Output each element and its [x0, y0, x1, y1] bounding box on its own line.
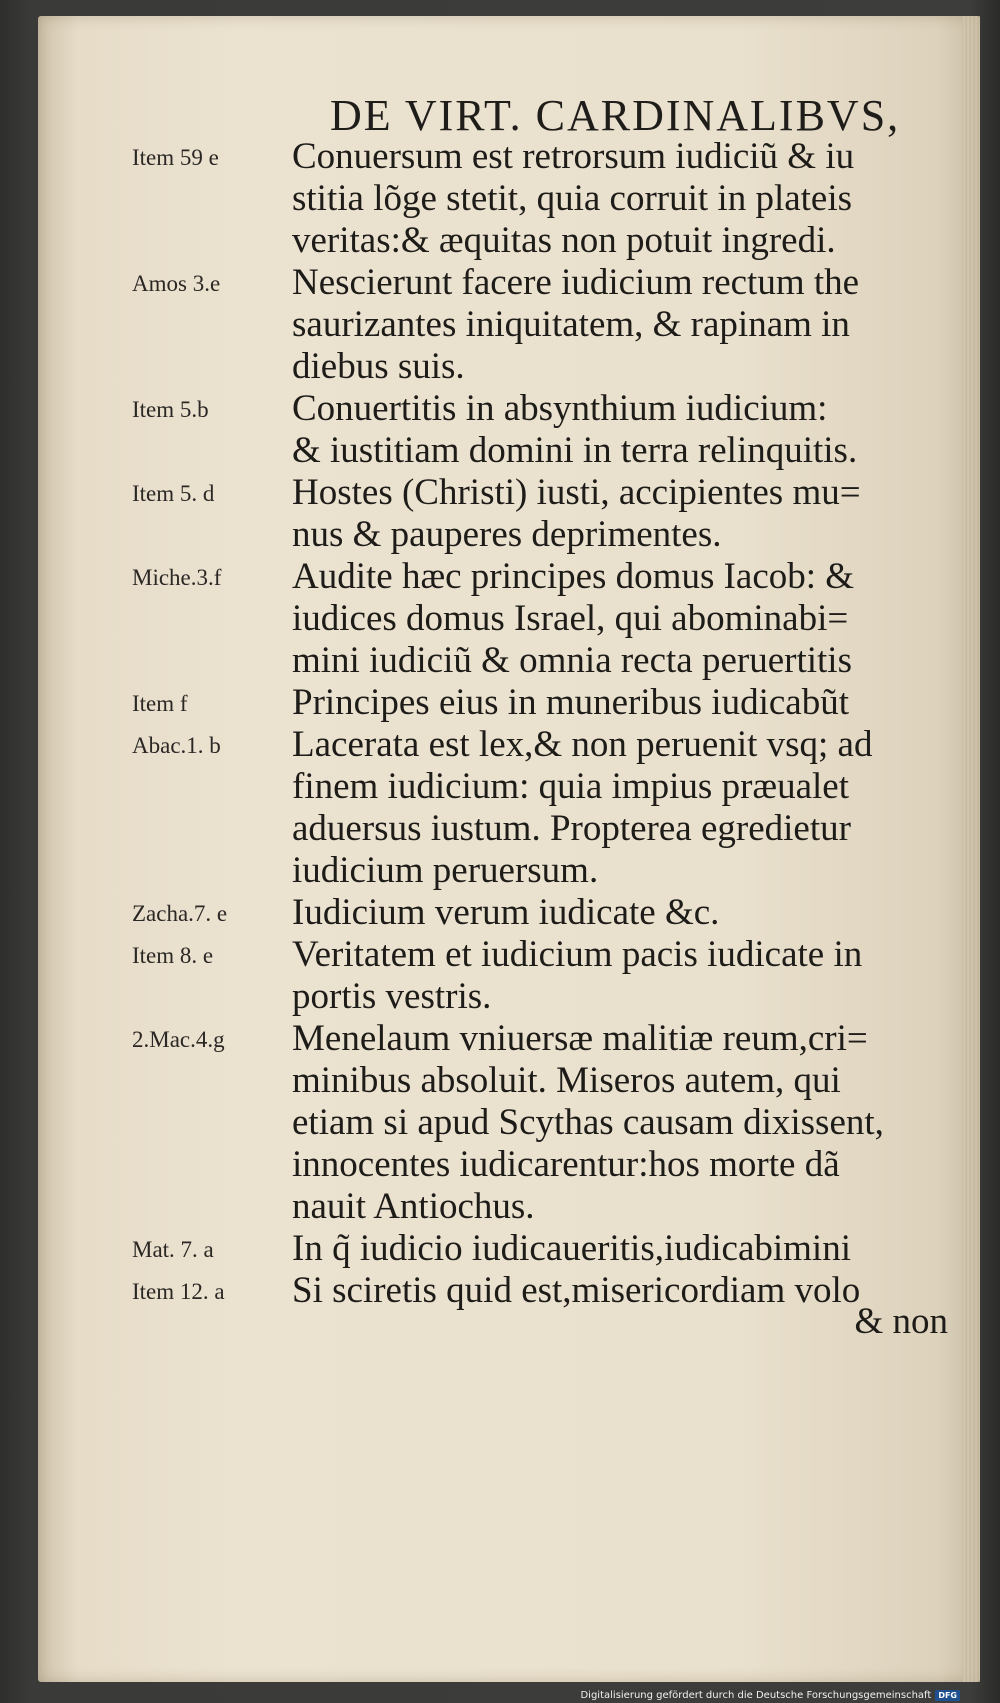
line-text: In q̃ iudicio iudicaueritis,iudicabimini	[292, 1228, 851, 1269]
line-text: Audite hæc principes domus Iacob: &	[292, 556, 855, 597]
text-line	[0, 219, 1000, 265]
text-line	[0, 429, 1000, 475]
margin-note: Mat. 7. a	[132, 1237, 214, 1262]
text-line	[0, 1017, 1000, 1063]
text-line	[0, 597, 1000, 643]
margin-note: Item 12. a	[132, 1279, 225, 1304]
margin-note: Item 8. e	[132, 943, 214, 968]
margin-note: Item 59 e	[132, 145, 219, 170]
dfg-logo: DFG	[935, 1690, 960, 1701]
line-text: veritas:& æquitas non potuit ingredi.	[292, 220, 836, 261]
text-line	[0, 765, 1000, 811]
margin-note: Miche.3.f	[132, 565, 222, 590]
text-line	[0, 807, 1000, 853]
margin-note: Item f	[132, 691, 188, 716]
text-line	[0, 1185, 1000, 1231]
line-text: iudices domus Israel, qui abominabi=	[292, 598, 849, 639]
text-line	[0, 135, 1000, 181]
line-text: Conuertitis in absynthium iudicium:	[292, 388, 828, 429]
text-line	[0, 933, 1000, 979]
text-line	[0, 1227, 1000, 1273]
line-text: saurizantes iniquitatem, & rapinam in	[292, 304, 850, 345]
line-text: iudicium peruersum.	[292, 850, 599, 891]
line-text: Hostes (Christi) iusti, accipientes mu=	[292, 472, 861, 513]
text-line	[0, 723, 1000, 769]
text-line	[0, 303, 1000, 349]
line-text: diebus suis.	[292, 346, 465, 387]
line-text: Veritatem et iudicium pacis iudicate in	[292, 934, 863, 975]
line-text: Menelaum vniuersæ malitiæ reum,cri=	[292, 1018, 868, 1059]
footer-credit	[580, 1688, 960, 1702]
line-text: Iudicium verum iudicate &c.	[292, 892, 720, 933]
line-text: etiam si apud Scythas causam dixissent,	[292, 1102, 884, 1143]
line-text: minibus absoluit. Miseros autem, qui	[292, 1060, 841, 1101]
line-text: Nescierunt facere iudicium rectum the	[292, 262, 860, 303]
line-text: Principes eius in muneribus iudicabũt	[292, 682, 849, 723]
line-text: portis vestris.	[292, 976, 492, 1017]
text-line	[0, 849, 1000, 895]
margin-note: Abac.1. b	[132, 733, 221, 758]
text-line	[0, 177, 1000, 223]
line-text: Conuersum est retrorsum iudiciũ & iu	[292, 136, 855, 177]
margin-note: Item 5.b	[132, 397, 209, 422]
footer-credit-text: Digitalisierung gefördert durch die Deutsche Forschungsgemeinschaft	[580, 1689, 932, 1701]
text-line	[0, 1059, 1000, 1105]
margin-note: Zacha.7. e	[132, 901, 228, 926]
text-line	[0, 975, 1000, 1021]
line-text: Si sciretis quid est,misericordiam volo	[292, 1270, 861, 1311]
line-text: & iustitiam domini in terra relinquitis.	[292, 430, 858, 471]
text-line	[0, 471, 1000, 517]
margin-note: Item 5. d	[132, 481, 215, 506]
text-line	[0, 681, 1000, 727]
line-text: stitia lõge stetit, quia corruit in plateis	[292, 178, 853, 219]
line-text: Lacerata est lex,& non peruenit vsq; ad	[292, 724, 873, 765]
line-text: innocentes iudicarentur:hos morte dã	[292, 1144, 840, 1185]
text-line	[0, 555, 1000, 601]
text-line	[0, 261, 1000, 307]
line-text: aduersus iustum. Propterea egredietur	[292, 808, 851, 849]
line-text: nus & pauperes deprimentes.	[292, 514, 722, 555]
catchword: & non	[854, 1301, 948, 1342]
line-text: mini iudiciũ & omnia recta peruertitis	[292, 640, 852, 681]
line-text: nauit Antiochus.	[292, 1186, 535, 1227]
margin-note: 2.Mac.4.g	[132, 1027, 225, 1052]
text-line	[0, 1143, 1000, 1189]
text-line	[0, 345, 1000, 391]
margin-note: Amos 3.e	[132, 271, 221, 296]
text-line	[0, 513, 1000, 559]
catchword-line	[0, 1300, 1000, 1346]
line-text: finem iudicium: quia impius præualet	[292, 766, 849, 807]
text-line	[0, 891, 1000, 937]
text-line	[0, 387, 1000, 433]
running-head: DE VIRT. CARDINALIBVS,	[330, 91, 901, 140]
text-line	[0, 639, 1000, 685]
text-line	[0, 1101, 1000, 1147]
